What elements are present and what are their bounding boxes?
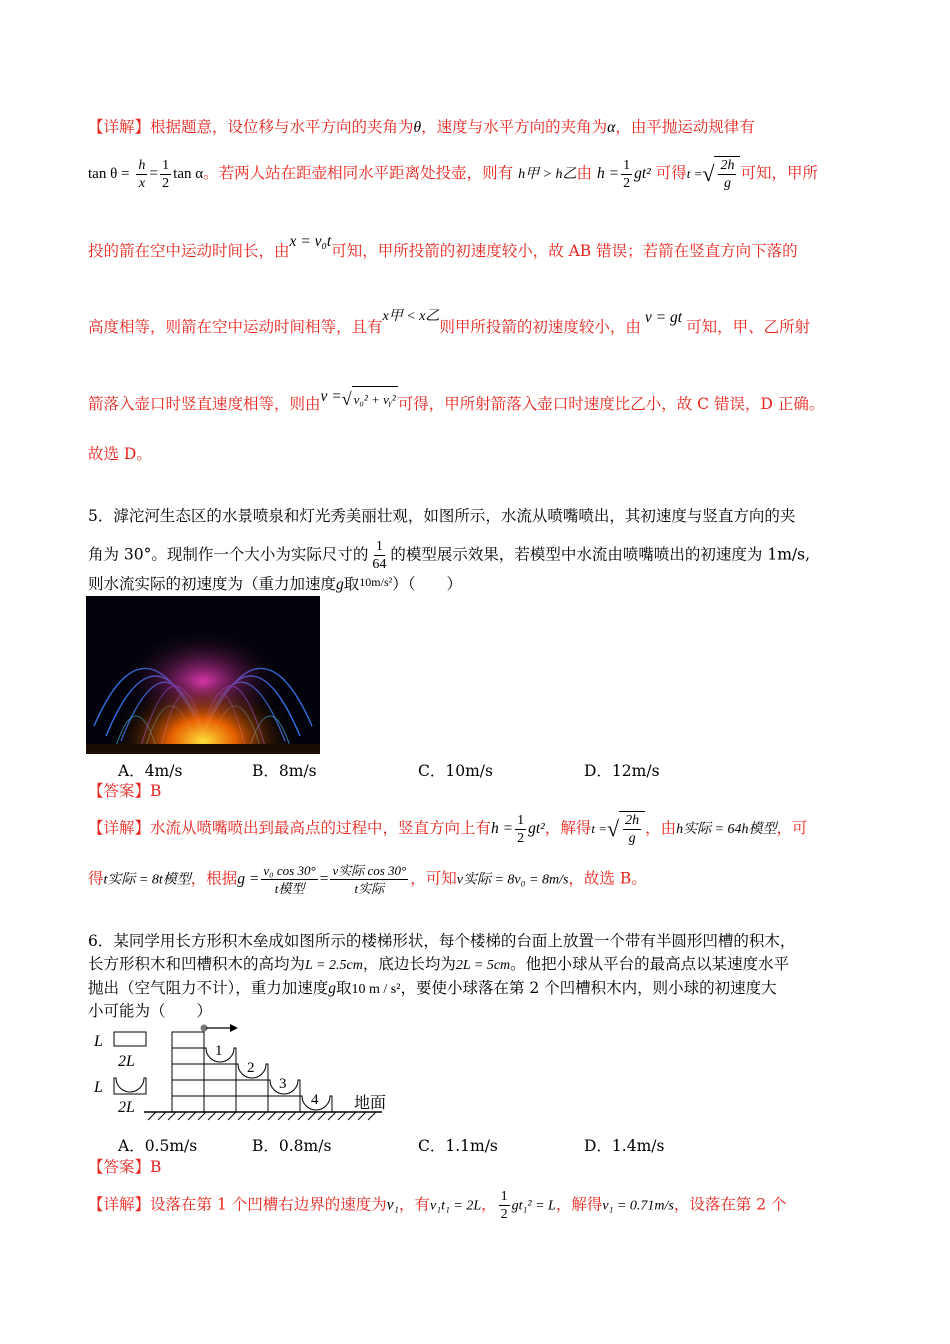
q5-stem-3: 则水流实际的初速度为（重力加速度g取10m/s²）（ ） <box>88 575 462 593</box>
groove-label-4: 4 <box>311 1092 319 1108</box>
q4-line-6: 故选 D。 <box>88 445 152 463</box>
q6-option-b[interactable]: B．0.8m/s <box>252 1137 332 1155</box>
fraction-1-64: $\frac{1}{64}$ <box>372 539 387 572</box>
fountain-photo <box>86 596 320 754</box>
q5-option-d[interactable]: D．12m/s <box>584 762 660 780</box>
fraction-h-over-x: $\frac{h}{x}$ <box>138 157 146 191</box>
q6-option-a[interactable]: A．0.5m/s <box>118 1137 198 1155</box>
ground-label: 地面 <box>354 1093 387 1112</box>
q6-stem-3: 抛出（空气阻力不计），重力加速度g取10 m / s²，要使小球落在第 2 个凹槽积木内，则小球的初速度大 <box>88 979 777 997</box>
q6-option-c[interactable]: C．1.1m/s <box>418 1137 498 1155</box>
q5-explain-1: 【详解】水流从喷嘴喷出到最高点的过程中，竖直方向上有h = $\frac{1}{2}$ gt²，解得t = √ $\frac{2h}{g}$ ，由h实际 = 64h模型，可 <box>88 812 808 846</box>
detail-tag: 【详解】 <box>88 118 151 136</box>
svg-text:L: L <box>94 1079 103 1096</box>
svg-text:2L: 2L <box>118 1099 135 1116</box>
sqrt-2h-over-g: √ $\frac{2h}{g}$ <box>702 156 740 192</box>
q4-line-5: 箭落入壶口时竖直速度相等，则由v = √ v₀² + vᵧ² 可得，甲所射箭落入壶口时速度比乙小，故 C 错误，D 正确。 <box>88 388 825 413</box>
q4-line-3: 投的箭在空中运动时间长，由x = v₀t可知，甲所投箭的初速度较小，故 AB 错误；若箭在竖直方向下落的 <box>88 233 798 260</box>
q6-stem-1: 6．某同学用长方形积木垒成如图所示的楼梯形状，每个楼梯的台面上放置一个带有半圆形凹槽的积木， <box>88 932 796 950</box>
q6-explain-1: 【详解】设落在第 1 个凹槽右边界的速度为v₁，有v₁t₁ = 2L， $\frac{1}{2}$ gt₁² = L，解得v₁ = 0.71m/s，设落在第 2 个 <box>88 1189 787 1222</box>
q6-stem-4: 小可能为（ ） <box>88 1002 213 1020</box>
detail-tag: 【详解】 <box>88 1195 151 1214</box>
q5-answer: 【答案】B <box>88 782 162 800</box>
fraction-actual: $\frac{\text{v实际 cos 30°}}{\text{t实际}}$ <box>332 863 407 896</box>
q6-stem-2: 长方形积木和凹槽积木的高均为L = 2.5cm，底边长均为2L = 5cm。他把小球从平台的最高点以某速度水平 <box>88 955 790 973</box>
q4-line-2: tan θ = $\frac{h}{x}$ = $\frac{1}{2}$ tan α。若两人站在距壶相同水平距离处投壶，则有 h甲 > h乙由 h = $\frac{1}{2}$ gt² 可得t = √ $\frac{2h}{g}$ 可知，甲所 <box>88 157 818 191</box>
sqrt-velocity: √ v₀² + vᵧ² <box>342 386 398 412</box>
fraction-model: $\frac{\text{v₀ cos 30°}}{\text{t模型}}$ <box>263 863 316 896</box>
q5-option-c[interactable]: C．10m/s <box>418 762 493 780</box>
fraction-one-half: $\frac{1}{2}$ <box>162 157 170 191</box>
groove-label-3: 3 <box>279 1076 287 1092</box>
groove-label-1: 1 <box>215 1043 223 1059</box>
legend-2L-label: 2L <box>118 1053 135 1070</box>
q6-answer: 【答案】B <box>88 1158 162 1176</box>
q5-stem-2: 角为 30°。现制作一个大小为实际尺寸的 $\frac{1}{64}$ 的模型展示效果，若模型中水流由喷嘴喷出的初速度为 1m/s, <box>88 539 810 572</box>
sqrt-2h-over-g: √ $\frac{2h}{g}$ <box>607 811 645 847</box>
staircase-figure <box>88 1022 398 1136</box>
arrow-right-icon <box>230 1024 238 1032</box>
q5-option-b[interactable]: B．8m/s <box>252 762 317 780</box>
q5-stem-1: 5．滹沱河生态区的水景喷泉和灯光秀美丽壮观，如图所示，水流从喷嘴喷出，其初速度与竖直方向的夹 <box>88 507 796 525</box>
groove-label-2: 2 <box>247 1060 255 1076</box>
q4-line-1: 【详解】根据题意，设位移与水平方向的夹角为θ，速度与水平方向的夹角为α，由平抛运动规律有 <box>88 118 755 136</box>
q6-option-d[interactable]: D．1.4m/s <box>584 1137 665 1155</box>
q4-line-4: 高度相等，则箭在空中运动时间相等，且有x甲 < x乙则甲所投箭的初速度较小，由v = gt可知，甲、乙所射 <box>88 309 811 336</box>
detail-tag: 【详解】 <box>88 819 151 837</box>
legend-L-label: L <box>94 1033 103 1050</box>
q5-option-a[interactable]: A．4m/s <box>118 762 183 780</box>
q5-explain-2: 得t实际 = 8t模型，根据g = $\frac{\text{v₀ cos 30°}}{\text{t模型}}$ = $\frac{\text{v实际 cos 30°}}{\text{t实际}}$ ，可知v实际 = 8v₀ = 8m/s，故选 B。 <box>88 863 647 896</box>
